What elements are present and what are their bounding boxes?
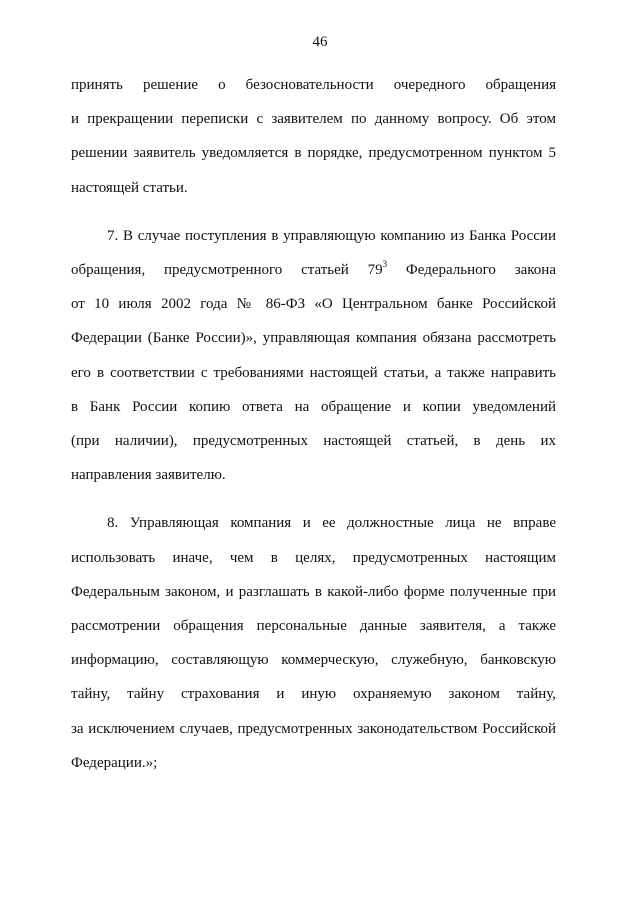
paragraph-continuation	[71, 68, 556, 205]
text-line: Федерации (Банке России)», управляющая компания обязана рассмотреть	[71, 330, 556, 347]
paragraph-7	[71, 219, 556, 493]
text-line: его в соответствии с требованиями настоящей статьи, а также направить	[71, 364, 556, 381]
text-line: 7. В случае поступления в управляющую компанию из Банка России	[107, 227, 556, 244]
paragraph-gap	[71, 492, 556, 506]
text-line: решении заявитель уведомляется в порядке, предусмотренном пунктом 5	[71, 145, 556, 162]
text-line: и прекращении переписки с заявителем по данному вопросу. Об этом	[71, 111, 556, 128]
paragraph-8	[71, 506, 556, 780]
text-line: направления заявителю.	[71, 467, 226, 484]
text-fragment: Федерального закона	[387, 262, 556, 279]
text-line: от 10 июля 2002 года № 86-ФЗ «О Центральном банке Российской	[71, 296, 556, 313]
page-number: 46	[312, 34, 328, 50]
text-line: тайну, тайну страхования и иную охраняемую законом тайну,	[71, 686, 556, 703]
text-line: за исключением случаев, предусмотренных законодательством Российской	[71, 720, 556, 737]
text-line-with-superscript	[71, 253, 556, 287]
text-line: рассмотрении обращения персональные данные заявителя, а также	[71, 618, 556, 635]
text-line: 8. Управляющая компания и ее должностные лица не вправе	[107, 515, 556, 532]
text-line: в Банк России копию ответа на обращение и копии уведомлений	[71, 398, 556, 415]
text-fragment: обращения, предусмотренного статьей 79	[71, 262, 383, 279]
text-line: Федеральным законом, и разглашать в какой-либо форме полученные при	[71, 583, 556, 600]
text-line: использовать иначе, чем в целях, предусмотренных настоящим	[71, 549, 556, 566]
text-line: информацию, составляющую коммерческую, служебную, банковскую	[71, 652, 556, 669]
text-line: (при наличии), предусмотренных настоящей статьей, в день их	[71, 433, 556, 450]
body-text	[71, 68, 556, 780]
text-line: принять решение о безосновательности очередного обращения	[71, 77, 556, 93]
paragraph-gap	[71, 205, 556, 219]
superscript: 3	[382, 259, 388, 270]
text-line: Федерации.»;	[71, 754, 158, 771]
text-line: настоящей статьи.	[71, 179, 188, 196]
